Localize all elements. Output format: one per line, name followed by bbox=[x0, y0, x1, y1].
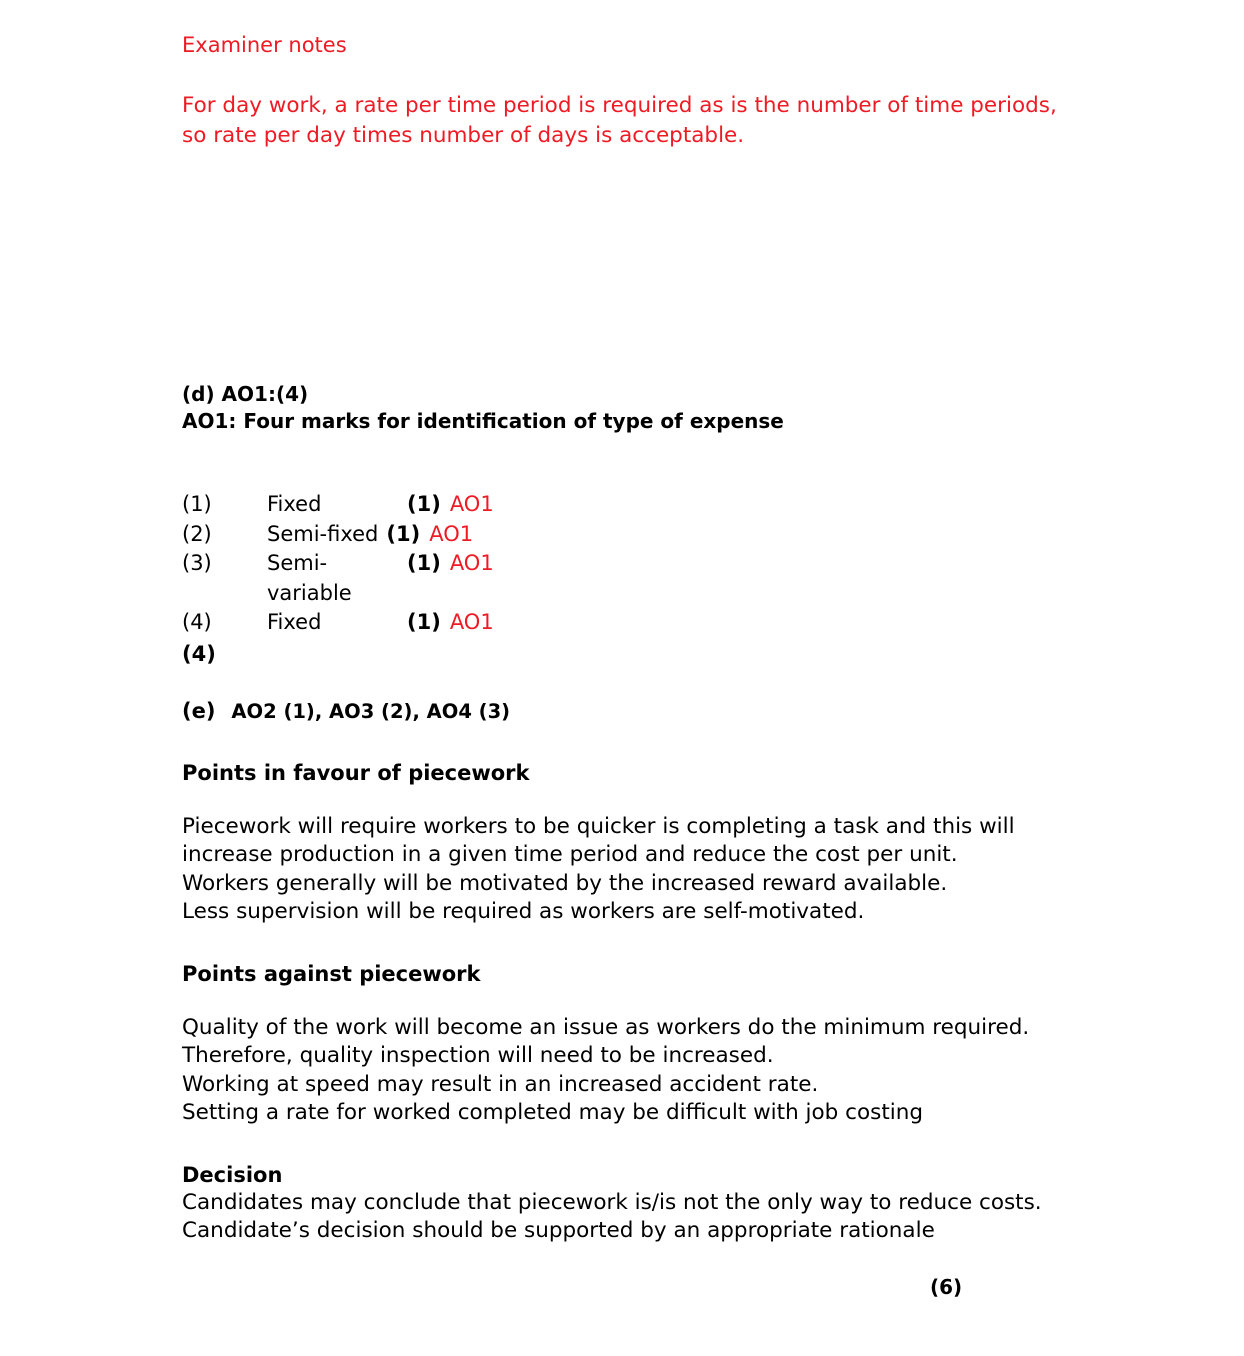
section-e-header bbox=[182, 697, 1082, 726]
decision-heading: Decision bbox=[182, 1162, 283, 1187]
list-item-label: Semi-fixed bbox=[267, 521, 379, 546]
list-item-ao: AO1 bbox=[449, 492, 494, 516]
section-e-marks-breakdown: AO2 (1), AO3 (2), AO4 (3) bbox=[231, 699, 511, 723]
decision-block bbox=[182, 1161, 1082, 1246]
list-item bbox=[182, 520, 1082, 550]
decision-body: Candidates may conclude that piecework is/is not the only way to reduce costs. Candidate’s decision should be supported by an appropriate rationale bbox=[182, 1189, 1042, 1243]
against-paragraph-3: Setting a rate for worked completed may be difficult with job costing bbox=[182, 1100, 923, 1125]
list-item-ao: AO1 bbox=[429, 521, 474, 546]
list-item-number: (3) bbox=[182, 551, 212, 575]
list-item-ao: AO1 bbox=[449, 551, 494, 575]
list-item-ao: AO1 bbox=[449, 610, 494, 634]
section-e-label: (e) bbox=[182, 698, 216, 723]
section-d-ao-line: (d) AO1:(4) bbox=[182, 382, 309, 406]
favour-heading: Points in favour of piecework bbox=[182, 760, 530, 785]
list-item bbox=[182, 608, 1082, 638]
section-e-total-marks: (6) bbox=[930, 1275, 963, 1299]
list-item bbox=[182, 549, 1082, 608]
expense-type-list bbox=[182, 490, 1082, 669]
examiner-notes-title: Examiner notes bbox=[182, 33, 347, 57]
favour-paragraph-2: Workers generally will be motivated by the increased reward available. bbox=[182, 870, 948, 896]
favour-paragraph-3: Less supervision will be required as workers are self-motivated. bbox=[182, 899, 865, 924]
list-item-mark: (1) bbox=[407, 551, 441, 575]
section-d-ao-description: AO1: Four marks for identification of type of expense bbox=[182, 409, 784, 433]
favour-paragraph-1: Piecework will require workers to be quicker is completing a task and this will increase production in a given time period and reduce the cost per unit. bbox=[182, 813, 1015, 867]
examiner-notes-paragraph: For day work, a rate per time period is required as is the number of time periods, so rate per day times number of days is acceptable. bbox=[182, 93, 1057, 148]
section-d-block bbox=[182, 381, 1082, 435]
list-item-mark: (1) bbox=[386, 521, 421, 546]
list-item-number: (4) bbox=[182, 610, 212, 634]
list-item-label: Semi-variable bbox=[267, 551, 352, 605]
against-paragraph-1: Quality of the work will become an issue as workers do the minimum required. Therefore, quality inspection will need to be increased. bbox=[182, 1014, 1030, 1068]
list-item bbox=[182, 490, 1082, 520]
list-item-mark: (1) bbox=[407, 610, 441, 634]
list-item-number: (2) bbox=[182, 521, 212, 546]
list-item-mark: (1) bbox=[407, 492, 441, 516]
spacer bbox=[182, 151, 1082, 351]
against-heading: Points against piecework bbox=[182, 961, 481, 986]
list-item-label: Fixed bbox=[267, 610, 322, 634]
section-d-total-marks: (4) bbox=[182, 641, 216, 666]
list-item-number: (1) bbox=[182, 492, 212, 516]
document-content bbox=[182, 30, 1082, 1246]
against-paragraph-2: Working at speed may result in an increased accident rate. bbox=[182, 1071, 819, 1097]
list-item-label: Fixed bbox=[267, 492, 322, 516]
